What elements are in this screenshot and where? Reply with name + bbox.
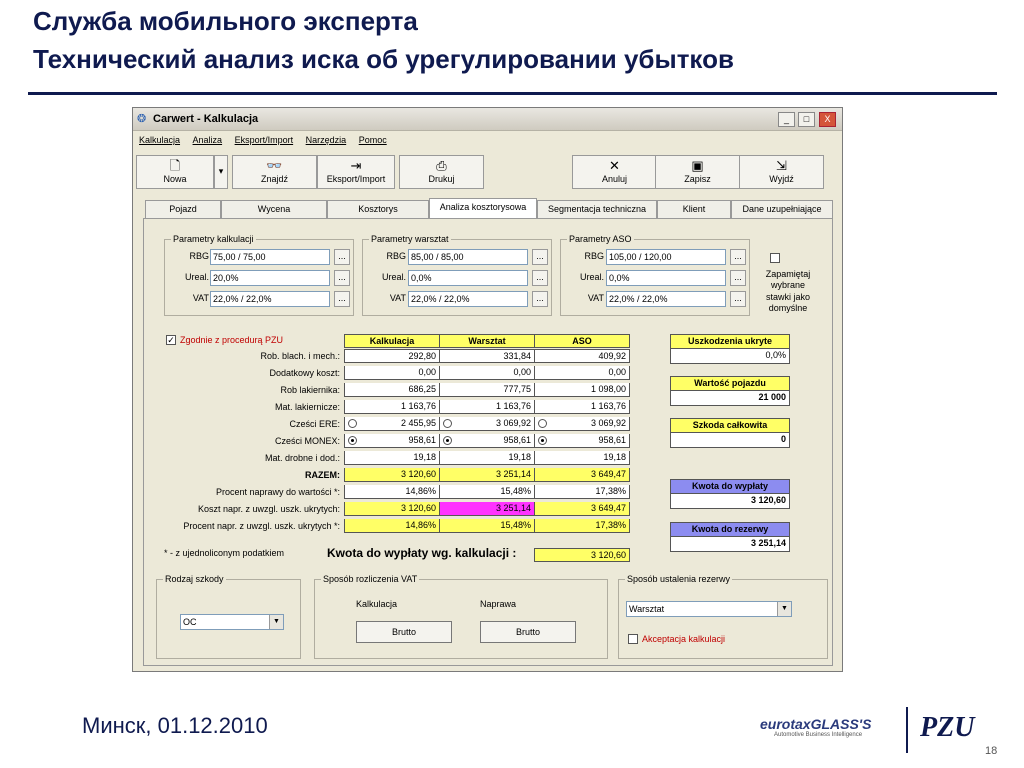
wartosc-box — [670, 376, 790, 406]
uszkodzenia-value[interactable]: 0,0% — [671, 349, 789, 363]
footer-date: Минск, 01.12.2010 — [82, 713, 268, 738]
slide-title: Служба мобильного эксперта — [33, 6, 418, 36]
rezerwy-value: Warsztat — [629, 604, 665, 614]
logo-divider — [906, 707, 908, 753]
window-title: Carwert - Kalkulacja — [153, 113, 259, 125]
parts-source-radio[interactable] — [348, 436, 357, 445]
chevron-down-icon: ▼ — [777, 602, 791, 616]
vat-kalkulacja-label: Kalkulacja — [356, 599, 398, 609]
parts-source-radio[interactable] — [443, 419, 452, 428]
zgodnie-label: Zgodnie z procedurą PZU — [180, 335, 284, 345]
aso-rbg-input[interactable]: 105,00 / 120,00 — [606, 249, 726, 265]
tab-wycena[interactable]: Wycena — [221, 200, 327, 218]
vat-label: VAT — [192, 293, 209, 303]
rezerwy-select[interactable] — [626, 601, 792, 617]
brutto-naprawa-button[interactable]: Brutto — [480, 621, 576, 643]
table-cell: 3 069,92 — [534, 417, 630, 431]
kwota-rezerwy-header: Kwota do rezerwy — [671, 523, 789, 537]
nowa-button[interactable] — [136, 155, 214, 189]
brutto-kalkulacja-button[interactable]: Brutto — [356, 621, 452, 643]
parts-source-radio[interactable] — [538, 419, 547, 428]
kwota-label: Kwota do wypłaty wg. kalkulacji : — [327, 546, 517, 560]
menu-bar — [133, 135, 842, 149]
pzu-logo: PZU — [920, 712, 975, 743]
kwota-rezerwy-value: 3 251,14 — [671, 537, 789, 551]
col-header-aso: ASO — [534, 334, 630, 348]
table-cell: 958,61 — [534, 434, 630, 448]
table-cell: 3 120,60 — [344, 468, 440, 482]
rbg-label: RBG — [189, 251, 209, 261]
rodzaj-szkody-value: OC — [183, 617, 197, 627]
kalk-rbg-input[interactable]: 75,00 / 75,00 — [210, 249, 330, 265]
table-cell: 3 649,47 — [534, 502, 630, 516]
wyjdz-button[interactable] — [739, 155, 824, 189]
vat-group — [314, 574, 608, 659]
footnote: * - z ujednoliconym podatkiem — [164, 548, 285, 558]
params-aso-legend: Parametry ASO — [569, 234, 632, 244]
table-cell: 0,00 — [439, 366, 535, 380]
szkoda-box — [670, 418, 790, 448]
kwota-wyplaty-value: 3 120,60 — [671, 494, 789, 508]
row-label: Rob lakiernika: — [280, 385, 340, 395]
kalk-ureal-dots-button[interactable]: ... — [334, 270, 350, 286]
drukuj-label: Drukuj — [428, 173, 455, 184]
cancel-x-icon: ✕ — [609, 158, 620, 173]
table-cell: 331,84 — [439, 349, 535, 363]
zapisz-label: Zapisz — [684, 173, 711, 184]
tab-dane-uzupelniajace[interactable]: Dane uzupełniające — [731, 200, 833, 218]
kwota-value: 3 120,60 — [534, 548, 630, 562]
kwota-rezerwy-box — [670, 522, 790, 552]
app-icon: ❂ — [137, 113, 147, 125]
menu-kalkulacja[interactable]: Kalkulacja — [139, 135, 181, 145]
page-number: 18 — [985, 745, 998, 757]
rbg-label: RBG — [584, 251, 604, 261]
aso-vat-input[interactable]: 22,0% / 22,0% — [606, 291, 726, 307]
kwota-wyplaty-header: Kwota do wypłaty — [671, 480, 789, 494]
row-label: Rob. blach. i mech.: — [260, 351, 340, 361]
table-cell: 958,61 — [439, 434, 535, 448]
col-header-warsztat: Warsztat — [439, 334, 535, 348]
remember-label: Zapamiętaj wybrane stawki jako domyślne — [765, 269, 811, 313]
table-cell: 19,18 — [439, 451, 535, 465]
slide-subtitle: Технический анализ иска об урегулировании убытков — [33, 44, 734, 74]
maximize-button[interactable]: □ — [798, 112, 815, 127]
table-cell: 0,00 — [344, 366, 440, 380]
znajdz-label: Znajdź — [260, 173, 288, 184]
close-button[interactable]: X — [819, 112, 836, 127]
kalk-rbg-dots-button[interactable]: ... — [334, 249, 350, 265]
akceptacja-label: Akceptacja kalkulacji — [642, 634, 726, 644]
warsztat-rbg-dots-button[interactable]: ... — [532, 249, 548, 265]
table-cell: 686,25 — [344, 383, 440, 397]
title-divider — [28, 92, 997, 95]
eksport-label: Eksport/Import — [326, 173, 386, 184]
table-cell: 19,18 — [534, 451, 630, 465]
table-cell: 2 455,95 — [344, 417, 440, 431]
window-titlebar — [133, 108, 842, 131]
akceptacja-checkbox[interactable] — [628, 634, 638, 644]
table-cell: 0,00 — [534, 366, 630, 380]
rezerwy-legend: Sposób ustalenia rezerwy — [627, 574, 731, 584]
warsztat-rbg-input[interactable]: 85,00 / 85,00 — [408, 249, 528, 265]
parts-source-radio[interactable] — [443, 436, 452, 445]
kalk-vat-dots-button[interactable]: ... — [334, 291, 350, 307]
aso-ureal-input[interactable]: 0,0% — [606, 270, 726, 286]
col-header-kalkulacja: Kalkulacja — [344, 334, 440, 348]
wartosc-header: Wartość pojazdu — [671, 377, 789, 391]
row-label: Procent naprawy do wartości *: — [215, 487, 340, 497]
menu-eksport[interactable]: Eksport/Import — [234, 135, 294, 145]
menu-narzedzia[interactable]: Narzędzia — [305, 135, 347, 145]
aso-vat-dots-button[interactable]: ... — [730, 291, 746, 307]
eurotax-logo-sub: Automotive Business Intelligence — [774, 732, 863, 738]
wartosc-value[interactable]: 21 000 — [671, 391, 789, 405]
export-icon: ⇥ — [350, 158, 362, 173]
ureal-label: Ureal. — [579, 272, 604, 282]
table-cell: 1 163,76 — [439, 400, 535, 414]
params-warsztat-legend: Parametry warsztat — [371, 234, 449, 244]
rodzaj-szkody-select[interactable] — [180, 614, 284, 630]
chevron-down-icon: ▾ — [218, 166, 224, 176]
uszkodzenia-box — [670, 334, 790, 364]
warsztat-vat-dots-button[interactable]: ... — [532, 291, 548, 307]
kalk-ureal-input[interactable]: 20,0% — [210, 270, 330, 286]
vat-label: VAT — [587, 293, 604, 303]
minimize-button[interactable]: _ — [778, 112, 795, 127]
row-label: Mat. drobne i dod.: — [264, 453, 340, 463]
table-cell: 15,48% — [439, 519, 535, 533]
table-cell: 14,86% — [344, 519, 440, 533]
eurotax-logo-text: eurotaxGLASS'S — [760, 716, 872, 732]
table-cell: 1 163,76 — [344, 400, 440, 414]
kwota-wyplaty-box — [670, 479, 790, 509]
zapisz-button[interactable] — [655, 155, 740, 189]
parts-source-radio[interactable] — [538, 436, 547, 445]
rbg-label: RBG — [386, 251, 406, 261]
tab-kosztorys[interactable]: Kosztorys — [327, 200, 429, 218]
table-cell: 777,75 — [439, 383, 535, 397]
row-label: Dodatkowy koszt: — [269, 368, 340, 378]
nowa-label: Nowa — [163, 173, 187, 184]
aso-rbg-dots-button[interactable]: ... — [730, 249, 746, 265]
szkoda-value[interactable]: 0 — [671, 433, 789, 447]
row-label: Koszt napr. z uwzgl. uszk. ukrytych: — [197, 504, 340, 514]
vat-label: VAT — [389, 293, 406, 303]
binoculars-icon: 👓 — [266, 158, 283, 173]
nowa-dropdown-button[interactable] — [214, 155, 228, 189]
printer-icon: ⎙ — [436, 158, 447, 173]
carwert-window — [132, 107, 843, 672]
ureal-label: Ureal. — [381, 272, 406, 282]
table-cell: 3 251,14 — [439, 468, 535, 482]
uszkodzenia-header: Uszkodzenia ukryte — [671, 335, 789, 349]
warsztat-vat-input[interactable]: 22,0% / 22,0% — [408, 291, 528, 307]
tab-pojazd[interactable]: Pojazd — [145, 200, 221, 218]
warsztat-ureal-input[interactable]: 0,0% — [408, 270, 528, 286]
table-cell: 1 098,00 — [534, 383, 630, 397]
menu-analiza[interactable]: Analiza — [192, 135, 223, 145]
anuluj-label: Anuluj — [601, 173, 628, 184]
table-cell: 19,18 — [344, 451, 440, 465]
vat-naprawa-label: Naprawa — [480, 599, 517, 609]
znajdz-button[interactable] — [232, 155, 317, 189]
row-label: Cześci MONEX: — [274, 436, 340, 446]
row-label: Mat. lakiernicze: — [274, 402, 340, 412]
new-document-icon: 🗋 — [169, 158, 181, 173]
warsztat-ureal-dots-button[interactable]: ... — [532, 270, 548, 286]
row-label: Procent napr. z uwzgl. uszk. ukrytych *: — [183, 521, 340, 531]
row-label: RAZEM: — [305, 470, 340, 480]
eksport-button[interactable] — [317, 155, 395, 189]
eurotax-logo — [760, 716, 871, 738]
table-cell: 1 163,76 — [534, 400, 630, 414]
tab-analiza-kosztorysowa[interactable]: Analiza kosztorysowa — [429, 198, 537, 218]
parts-source-radio[interactable] — [348, 419, 357, 428]
ureal-label: Ureal. — [184, 272, 209, 282]
kalk-vat-input[interactable]: 22,0% / 22,0% — [210, 291, 330, 307]
aso-ureal-dots-button[interactable]: ... — [730, 270, 746, 286]
szkoda-header: Szkoda całkowita — [671, 419, 789, 433]
table-cell: 3 120,60 — [344, 502, 440, 516]
remember-checkbox[interactable] — [770, 253, 780, 263]
vat-legend: Sposób rozliczenia VAT — [323, 574, 418, 584]
drukuj-button[interactable] — [399, 155, 484, 189]
exit-door-icon: ⇲ — [776, 158, 787, 173]
zgodnie-checkbox[interactable]: ✓ — [167, 335, 175, 345]
table-cell: 15,48% — [439, 485, 535, 499]
save-disk-icon: ▣ — [691, 158, 704, 173]
chevron-down-icon: ▼ — [269, 615, 283, 629]
table-cell: 3 069,92 — [439, 417, 535, 431]
anuluj-button[interactable] — [572, 155, 657, 189]
table-cell: 17,38% — [534, 519, 630, 533]
table-cell: 3 649,47 — [534, 468, 630, 482]
tab-segmentacja[interactable]: Segmentacja techniczna — [537, 200, 657, 218]
table-cell: 958,61 — [344, 434, 440, 448]
row-label: Cześci ERE: — [289, 419, 340, 429]
table-cell: 409,92 — [534, 349, 630, 363]
wyjdz-label: Wyjdź — [769, 173, 794, 184]
analiza-panel — [143, 218, 833, 666]
table-cell: 14,86% — [344, 485, 440, 499]
table-cell: 292,80 — [344, 349, 440, 363]
tab-klient[interactable]: Klient — [657, 200, 731, 218]
table-cell: 17,38% — [534, 485, 630, 499]
table-cell: 3 251,14 — [439, 502, 535, 516]
params-kalkulacji-legend: Parametry kalkulacji — [173, 234, 254, 244]
menu-pomoc[interactable]: Pomoc — [358, 135, 387, 145]
rodzaj-szkody-legend: Rodzaj szkody — [165, 574, 224, 584]
